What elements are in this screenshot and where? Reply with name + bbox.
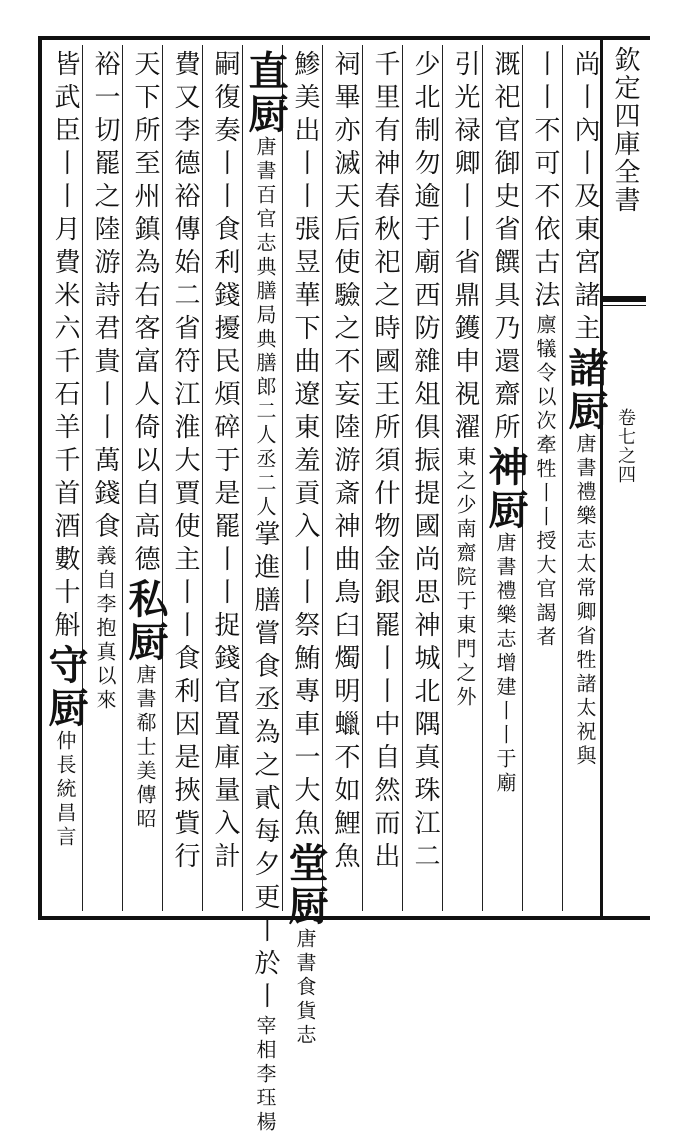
text-column-3 — [482, 50, 529, 910]
column-text: 丨丨不可不依古法 — [530, 50, 560, 314]
book-title: 欽定四庫全書 — [610, 46, 640, 214]
text-column-13 — [87, 50, 123, 910]
text-column-9 — [242, 50, 289, 1135]
heading-zhi-chu: 直厨 — [242, 50, 289, 136]
annotation-zhi-chu: 唐書百官志典膳局典膳郎二人丞二人 — [253, 136, 277, 520]
annotation-shou-chu: 仲長統昌言 — [53, 730, 77, 850]
annotation-tang-chu-2: 宰相李珏楊 — [253, 1015, 277, 1135]
column-text: 裕一切罷之陸游詩君貴丨丨萬錢食 — [90, 50, 120, 545]
text-column-1 — [562, 50, 609, 910]
text-column-7 — [327, 50, 363, 910]
column-text: 尚丨內丨及東宮諸主 — [570, 50, 600, 347]
text-column-2 — [527, 50, 563, 910]
text-column-5 — [407, 50, 443, 910]
text-column-14 — [42, 50, 89, 910]
column-text: 掌進膳嘗食丞為之貳每夕更丨於丨 — [250, 520, 280, 1015]
column-text: 少北制勿逾于廟西防雜俎俱振提國尚思神城北隅真珠江二 — [410, 50, 440, 875]
text-column-8 — [282, 50, 329, 1048]
text-column-12 — [122, 50, 169, 910]
text-column-10 — [207, 50, 243, 910]
annotation-si-chu: 唐書郗士美傳昭 — [133, 664, 157, 832]
column-text: 鯵美出丨丨張昱華下曲遼東羞貢入丨丨祭鮪專車一大魚 — [290, 50, 320, 842]
annotation-zhu-chu: 唐書禮樂志太常卿省牲諸太祝與 — [573, 433, 597, 769]
column-text: 千里有神春秋祀之時國王所須什物金銀罷丨丨中自然而出 — [370, 50, 400, 875]
heading-shen-chu: 神厨 — [482, 446, 529, 532]
volume-label: 卷七之四 — [615, 408, 636, 484]
annotation-zhu-chu-2: 廪犠令以次牽牲丨丨授大官謁者 — [533, 314, 557, 650]
heading-zhu-chu: 諸厨 — [562, 347, 609, 433]
text-column-11 — [167, 50, 203, 910]
text-column-4 — [447, 50, 483, 910]
column-text: 皆武臣丨丨月費米六千石羊千首酒數十斛 — [50, 50, 80, 644]
heading-tang-chu: 堂厨 — [282, 842, 329, 928]
column-text: 溉祀官御史省饌具乃還齋所 — [490, 50, 520, 446]
annotation-shen-chu: 唐書禮樂志增建丨丨于廟 — [493, 532, 517, 796]
column-text: 祠畢亦滅天后使驗之不妄陸游斎神曲鳥臼燭明蠟不如鯉魚 — [330, 50, 360, 875]
text-column-6 — [367, 50, 403, 910]
column-text: 費又李德裕傳始二省符江淮大賈使主丨丨食利因是挾貲行 — [170, 50, 200, 875]
column-text: 嗣復奏丨丨食利錢擾民煩碎于是罷丨丨捉錢官置庫量入計 — [210, 50, 240, 875]
fish-tail-rule — [600, 305, 646, 306]
annotation-shen-chu-2: 東之少南齋院于東門之外 — [453, 446, 477, 710]
annotation-tang-chu: 唐書食貨志 — [293, 928, 317, 1048]
annotation-si-chu-2: 義自李抱真以來 — [93, 545, 117, 713]
column-text: 天下所至州鎮為右客富人倚以自高德 — [130, 50, 160, 578]
fish-tail-mark — [600, 296, 646, 302]
heading-shou-chu: 守厨 — [42, 644, 89, 730]
heading-si-chu: 私厨 — [122, 578, 169, 664]
column-text: 引光禄卿丨丨省鼎鑊申視濯 — [450, 50, 480, 446]
